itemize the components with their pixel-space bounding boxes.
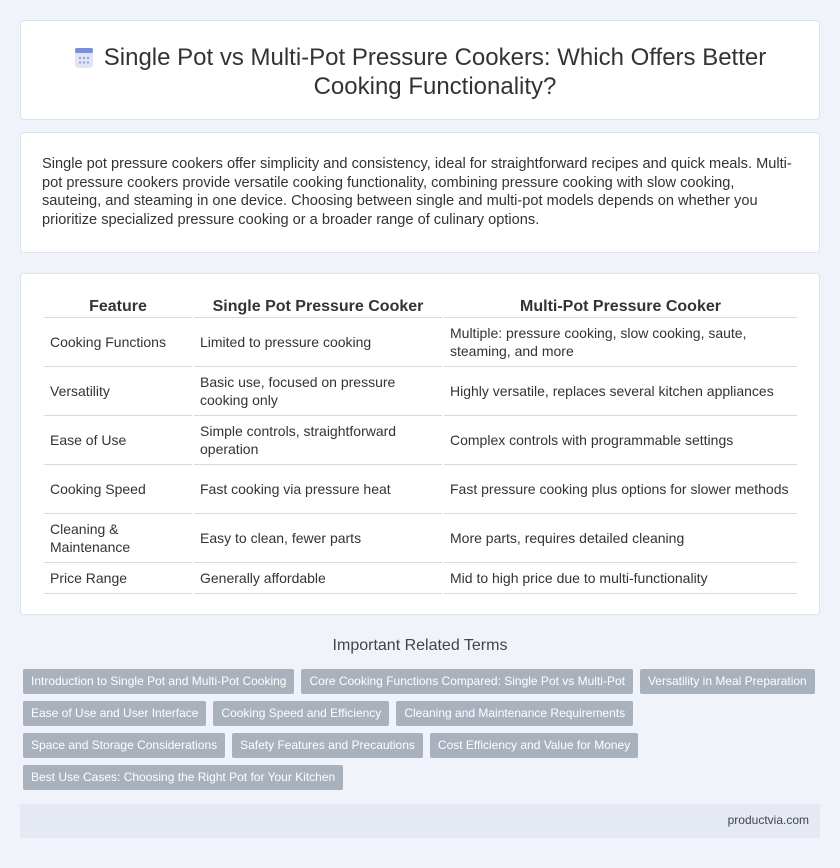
tag-row — [23, 669, 823, 694]
single-pot-cell: Basic use, focused on pressure cooking only — [194, 367, 442, 416]
related-term-tag[interactable]: Cost Efficiency and Value for Money — [430, 733, 638, 758]
related-terms-title: Important Related Terms — [332, 637, 508, 654]
multi-pot-cell: Multiple: pressure cooking, slow cooking, saute, steaming, and more — [444, 318, 797, 367]
multi-pot-cell: Complex controls with programmable settings — [444, 416, 797, 465]
table-row — [44, 563, 797, 594]
related-term-tag[interactable]: Best Use Cases: Choosing the Right Pot for Your Kitchen — [23, 765, 343, 790]
related-term-tag[interactable]: Ease of Use and User Interface — [23, 701, 206, 726]
comparison-table — [42, 296, 799, 594]
multi-pot-cell: More parts, requires detailed cleaning — [444, 514, 797, 563]
table-row — [44, 318, 797, 367]
table-header-row — [44, 296, 797, 318]
header-single-pot: Single Pot Pressure Cooker — [194, 296, 442, 318]
tag-row — [23, 765, 823, 790]
related-term-tag[interactable]: Space and Storage Considerations — [23, 733, 225, 758]
multi-pot-cell: Fast pressure cooking plus options for slower methods — [444, 465, 797, 514]
related-term-tag[interactable]: Introduction to Single Pot and Multi-Pot Cooking — [23, 669, 294, 694]
single-pot-cell: Generally affordable — [194, 563, 442, 594]
header-card — [20, 20, 820, 120]
feature-cell: Versatility — [44, 367, 192, 416]
intro-paragraph: Single pot pressure cookers offer simplicity and consistency, ideal for straightforward recipes and quick meals. Multi-pot pressure cookers provide versatile cooking functionality, combining pressure cooking with slow cooking, sauteing, and steaming in one device. Choosing between single and multi-pot models depends on whether you prioritize specialized pressure cooking or a broader range of culinary options. — [42, 156, 792, 228]
comparison-table-card — [20, 273, 820, 615]
footer — [20, 804, 820, 838]
related-term-tag[interactable]: Versatility in Meal Preparation — [640, 669, 815, 694]
header-feature: Feature — [44, 296, 192, 318]
table-row — [44, 465, 797, 514]
single-pot-cell: Fast cooking via pressure heat — [194, 465, 442, 514]
multi-pot-cell: Highly versatile, replaces several kitchen appliances — [444, 367, 797, 416]
table-row — [44, 416, 797, 465]
related-term-tag[interactable]: Safety Features and Precautions — [232, 733, 423, 758]
related-term-tag[interactable]: Cooking Speed and Efficiency — [213, 701, 389, 726]
footer-site-link[interactable]: productvia.com — [727, 813, 809, 827]
table-row — [44, 367, 797, 416]
single-pot-cell: Simple controls, straightforward operation — [194, 416, 442, 465]
page-title: Single Pot vs Multi-Pot Pressure Cookers: Which Offers Better Cooking Functionality? — [103, 44, 767, 100]
feature-cell: Cleaning & Maintenance — [44, 514, 192, 563]
header-multi-pot: Multi-Pot Pressure Cooker — [444, 296, 797, 318]
feature-cell: Ease of Use — [44, 416, 192, 465]
related-term-tag[interactable]: Cleaning and Maintenance Requirements — [396, 701, 633, 726]
table-row — [44, 514, 797, 563]
feature-cell: Price Range — [44, 563, 192, 594]
multi-pot-cell: Mid to high price due to multi-functionality — [444, 563, 797, 594]
single-pot-cell: Limited to pressure cooking — [194, 318, 442, 367]
intro-card — [20, 132, 820, 253]
feature-cell: Cooking Functions — [44, 318, 192, 367]
tag-row — [23, 701, 823, 726]
related-terms-list — [23, 669, 823, 797]
tag-row — [23, 733, 823, 758]
single-pot-cell: Easy to clean, fewer parts — [194, 514, 442, 563]
feature-cell: Cooking Speed — [44, 465, 192, 514]
related-term-tag[interactable]: Core Cooking Functions Compared: Single Pot vs Multi-Pot — [301, 669, 632, 694]
